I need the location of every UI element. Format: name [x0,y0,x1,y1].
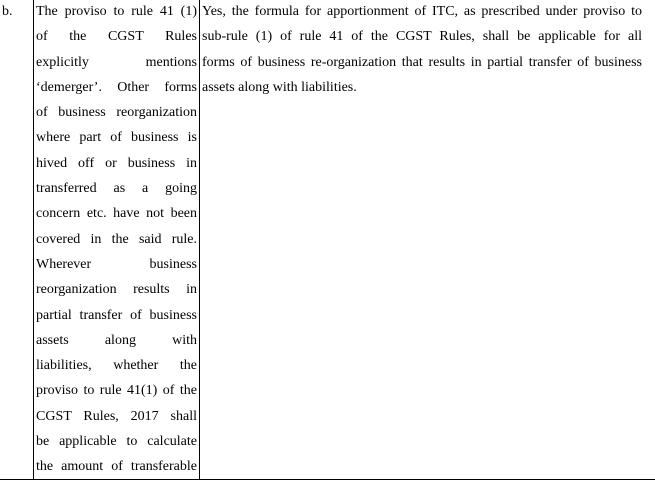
clarification-line: Yes, the formula for apportionment of ITC, as prescribed under proviso to [202,4,642,19]
issue-line: covered in the said rule. [36,231,197,247]
issue-line: liabilities, whether the [36,358,197,374]
issue-line: proviso to rule 41(1) of the [36,383,197,399]
issue-line: Wherever business [36,256,197,272]
issue-line: of business reorganization [36,105,197,121]
serial-number: b. [2,4,13,19]
issue-line: CGST Rules, 2017 shall [36,408,197,424]
clarification-line: assets along with liabilities. [202,79,357,95]
issue-line: be applicable to calculate [36,434,197,450]
issue-line: hived off or business in [36,155,197,171]
issue-line: transferred as a going [36,181,197,197]
issue-cell [34,0,200,480]
serial-number-cell [0,0,34,480]
issue-line: where part of business is [36,130,197,146]
issue-line: The proviso to rule 41 (1) [36,4,197,19]
issue-line: assets along with [36,332,197,348]
clarification-cell [200,0,645,480]
issue-line: concern etc. have not been [36,206,197,222]
issue-line: reorganization results in [36,282,197,298]
issue-line: ‘demerger’. Other forms [36,79,197,95]
issue-line: explicitly mentions [36,54,197,70]
clarification-line: sub-rule (1) of rule 41 of the CGST Rules, shall be applicable for all [202,29,642,45]
clarification-line: forms of business re-organization that results in partial transfer of business [202,54,642,70]
issue-line: of the CGST Rules [36,29,197,45]
issue-line: the amount of transferable [36,459,197,475]
issue-line: partial transfer of business [36,307,197,323]
